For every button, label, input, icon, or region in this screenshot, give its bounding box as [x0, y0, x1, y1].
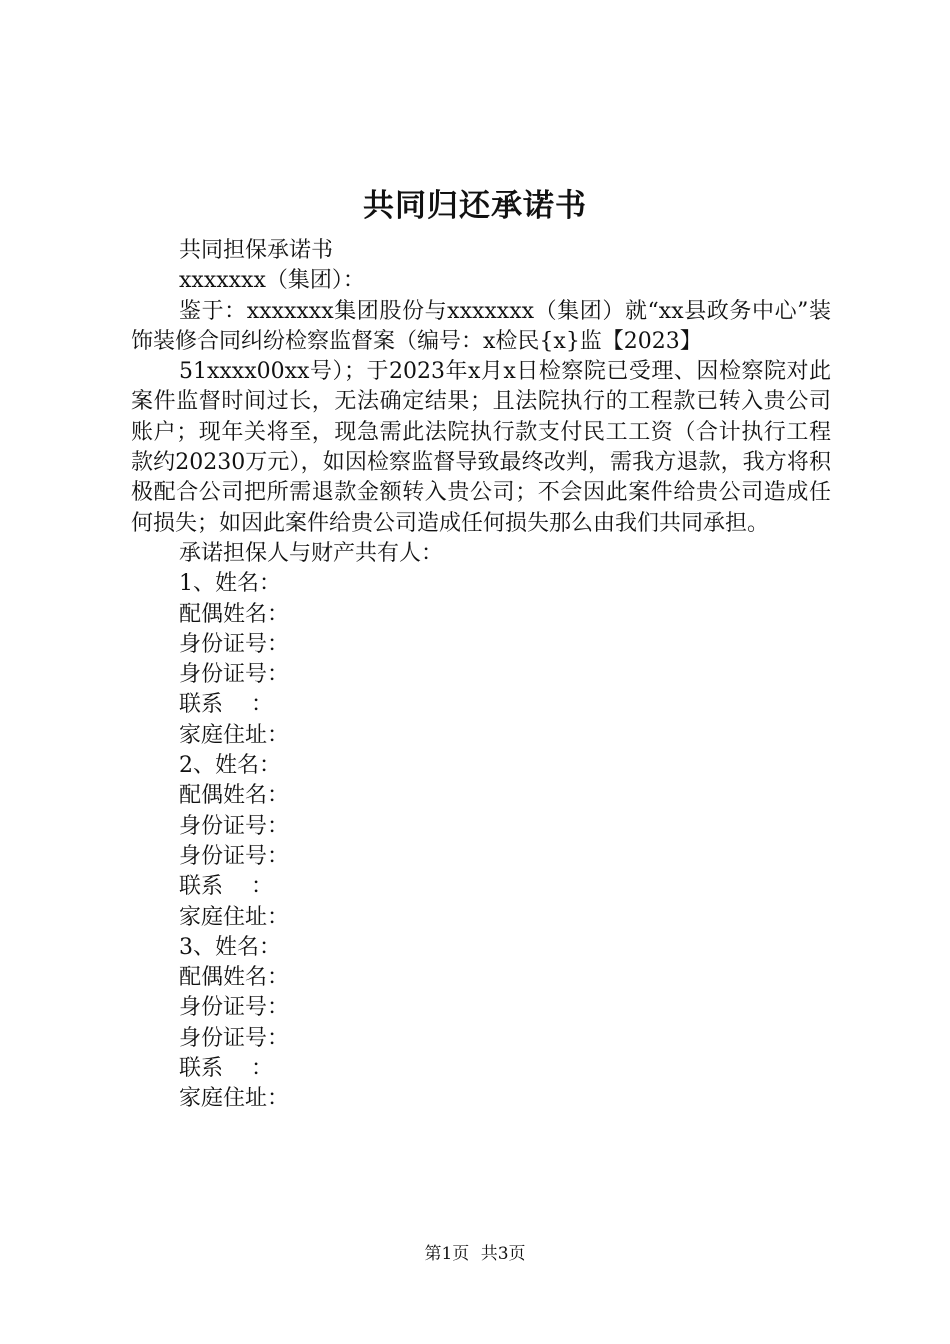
guarantor-contact-label: 联系 ：: [179, 874, 273, 900]
guarantor-spouse-label: 配偶姓名：: [179, 601, 290, 627]
guarantor-contact-label: 联系 ：: [179, 692, 273, 718]
guarantor-block-3: [131, 933, 831, 1115]
guarantor-block-2: [131, 751, 831, 933]
page-total: 共3页: [480, 1244, 526, 1264]
guarantor-id-label: 身份证号：: [179, 843, 290, 869]
guarantor-spouse-label: 配偶姓名：: [179, 965, 290, 991]
guarantor-address-label: 家庭住址：: [179, 904, 290, 930]
paragraph-1: 鉴于：xxxxxxx集团股份与xxxxxxx（集团）就“xx县政务中心”装饰装修合同纠纷检察监督案（编号：x检民{x}监【2023】: [131, 298, 831, 354]
guarantor-spouse-label: 配偶姓名：: [179, 783, 290, 809]
guarantor-id-label: 身份证号：: [179, 1025, 290, 1051]
guarantor-id-label: 身份证号：: [179, 995, 290, 1021]
paragraph-2: 51xxxx00xx号）；于2023年x月x日检察院已受理、因检察院对此案件监督时间过长，无法确定结果；且法院执行的工程款已转入贵公司账户；现年关将至，现急需此法院执行款支付民工工资（合计执行工程款约20230万元），如因检察监督导致最终改判，需我方退款，我方将积极配合公司把所需退款金额转入贵公司；不会因此案件给贵公司造成任何损失；如因此案件给贵公司造成任何损失那么由我们共同承担。: [131, 359, 831, 536]
document-body: [131, 236, 831, 1115]
guarantor-id-label: 身份证号：: [179, 813, 290, 839]
page-number: 第1页: [424, 1244, 470, 1264]
guarantors-heading: 承诺担保人与财产共有人：: [179, 540, 444, 566]
guarantor-name-label: 3、姓名：: [179, 934, 281, 960]
guarantor-name-label: 2、姓名：: [179, 753, 281, 779]
guarantor-id-label: 身份证号：: [179, 631, 290, 657]
guarantor-name-label: 1、姓名：: [179, 571, 281, 597]
addressee: xxxxxxx（集团）：: [179, 268, 365, 294]
guarantor-address-label: 家庭住址：: [179, 722, 290, 748]
guarantor-id-label: 身份证号：: [179, 662, 290, 688]
guarantor-block-1: [131, 569, 831, 751]
document-subtitle: 共同担保承诺书: [179, 238, 334, 263]
guarantor-address-label: 家庭住址：: [179, 1086, 290, 1112]
guarantor-contact-label: 联系 ：: [179, 1056, 273, 1082]
page-footer: [0, 1242, 950, 1266]
document-title: 共同归还承诺书: [363, 188, 587, 224]
